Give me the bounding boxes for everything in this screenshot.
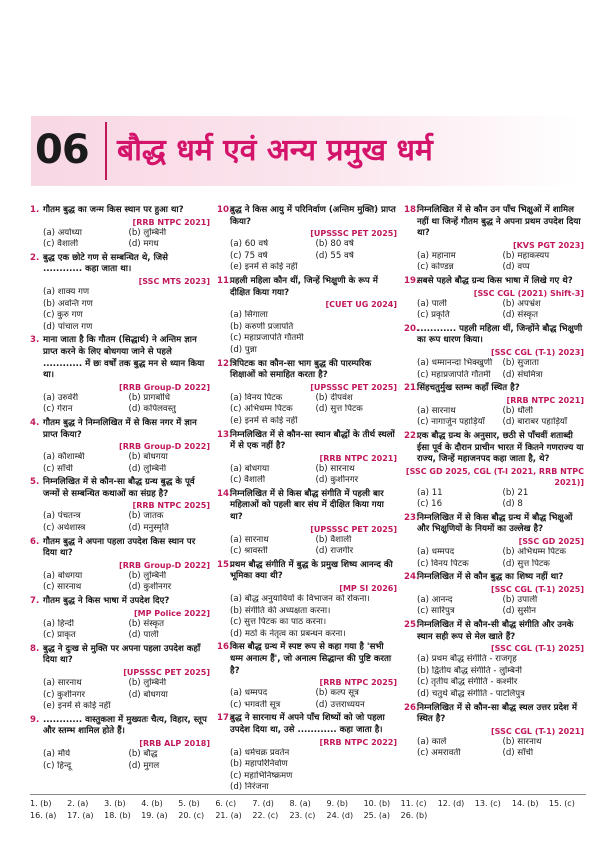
chapter-number: 06 [35,127,89,173]
answer-option: (d) संस्कृत [502,310,539,321]
answer-option: (b) अभिधम्म पिटक [502,547,566,558]
answer-option: (c) विनय पिटक [417,558,469,569]
answer-option: (b) अवन्ति गण [43,298,93,309]
answer-key-entry: 4. (b) [141,799,163,808]
answer-option: (b) अपभ्रंश [502,298,541,309]
answer-key [30,794,586,822]
question-text [404,324,584,347]
question-column-3 [404,205,584,762]
answer-option: (c) सारिपुत्र [417,606,455,617]
exam-source-tag: [RRB NTPC 2025] [319,678,397,688]
answer-key-entry: 10. (b) [363,799,391,808]
options-list [404,406,584,429]
options-list [30,393,210,416]
question-number: 12. [217,358,233,369]
question-stem: निम्नलिखित में से कौन-सी बौद्ध संगीति और उनके स्थान सही रूप से मेल खाते हैं? [417,620,574,642]
exam-source-tag: [RRB NTPC 2025] [132,501,210,511]
options-list [30,228,210,251]
answer-option: (c) नागार्जुन पहाड़ियाँ [417,417,485,428]
answer-key-entry: 8. (a) [289,799,311,808]
question-text [217,560,397,583]
question-text [404,572,584,584]
answer-option: (b) बोधगया [128,452,168,463]
answer-option: (a) मौर्य [43,748,71,759]
question-stem: निम्नलिखित में से कौन-सा बौद्ध स्थल उत्तर प्रदेश में स्थित है? [417,702,578,725]
options-list [217,748,397,794]
answer-option: (b) लुम्बिनी [128,678,167,688]
answer-option: (a) बोधगया [230,463,270,474]
exam-source-tag: [SSC MTS 2023] [138,276,210,286]
question-text [404,205,584,240]
answer-option: (b) 80 वर्ष [315,239,354,250]
answer-option: (e) इनमें से कोई नहीं [230,415,298,426]
options-list [217,393,397,428]
question-item [404,276,584,322]
question-stem: गौतम बुद्ध का जन्म किस स्थान पर हुआ था? [43,205,184,215]
answer-option: (d) बोधगया [128,689,168,700]
answer-key-entry: 12. (d) [437,799,465,808]
question-text [30,253,210,276]
question-number: 24. [404,572,420,583]
answer-option: (c) श्रावस्ती [230,546,268,557]
answer-option: (d) कुशीनगर [128,582,172,593]
answer-key-entry: 18. (b) [104,811,131,820]
answer-option: (d) बाराबर पहाड़ियाँ [502,417,568,428]
answer-option: (d) पुन्ना [230,344,257,355]
question-stem: गौतम बुद्ध ने अपना पहला उपदेश किस स्थान पर दिया था? [43,536,196,559]
exam-source-tag: [RRB NTPC 2021] [132,217,210,227]
exam-source-tag: [RRB Group-D 2022] [119,382,210,392]
question-item [404,383,584,429]
question-text [30,715,210,738]
question-item [404,572,584,618]
answer-key-entry: 6. (c) [215,799,237,808]
answer-option: (a) आनन्द [417,594,453,605]
answer-option: (d) वप्प [502,262,530,273]
question-text [404,383,584,395]
question-item [30,537,210,594]
question-text [217,276,397,299]
options-list [404,358,584,381]
question-stem: निम्नलिखित में से कौन-सा स्थान बौद्धों के तीर्थ स्थलों में से एक नहीं है? [230,429,395,452]
exam-source-tag: [RRB Group-D 2022] [119,442,210,452]
answer-option: (c) महाभिनिष्क्रमण [230,770,293,781]
answer-option: (d) लुम्बिनी [128,463,167,474]
question-item [30,253,210,334]
question-stem: किस बौद्ध ग्रन्थ में स्पष्ट रूप से कहा गया है 'सभी धम्म अनात्म हैं', जो अनात्म सिद्धान्त की पुष्टि करता है? [230,642,392,676]
options-list [217,594,397,640]
question-text [217,205,397,228]
answer-key-entry: 23. (c) [289,811,316,820]
question-number: 3. [30,335,40,346]
answer-key-entry: 5. (b) [178,799,200,808]
answer-option: (a) पाली [417,298,447,309]
answer-option: (c) अमरावती [417,748,461,759]
options-list [30,287,210,333]
answer-option: (d) 8 [502,499,523,510]
question-item [30,477,210,534]
answer-option: (d) राजगीर [315,546,354,557]
question-number: 9. [30,714,40,725]
answer-option: (a) कौशाम्बी [43,452,85,463]
answer-option: (c) सारनाथ [43,582,82,593]
answer-option: (a) हिन्दी [43,618,74,629]
exam-source-tag: [SSC GD 2025, CGL (T-I 2021, RRB NTPC 2021)] [405,466,584,487]
answer-key-entry: 1. (b) [30,799,52,808]
answer-option: (d) पांचाल गण [43,321,93,332]
question-stem: एक बौद्ध ग्रन्थ के अनुसार, छठी से पाँचवीं शताब्दी ईसा पूर्व के दौरान प्राचीन भारत में कितने गणराज्य या राज्य, जिन्हें महाजनपद कहा जाता है, थे? [417,430,584,465]
answer-option: (c) हिन्दू [43,760,72,771]
answer-option: (a) बोधगया [43,570,83,581]
question-item [217,276,397,357]
exam-source-tag: [UPSSSC PET 2025] [310,229,397,239]
question-item [30,596,210,642]
question-text [217,642,397,677]
answer-option: (b) करुणी प्रजापति [230,321,294,332]
chapter-divider [105,122,107,180]
exam-source-tag: [RRB NTPC 2022] [319,737,397,747]
answer-option: (c) प्रकृति [417,310,450,321]
answer-option: (b) प्रागबोधि [128,392,170,403]
question-text [30,644,210,667]
question-number: 6. [30,536,40,547]
exam-source-tag: [RRB NTPC 2021] [506,395,584,405]
answer-option: (e) इनमें से कोई नहीं [43,701,111,712]
answer-option: (d) निरंजना [230,782,269,793]
question-stem: त्रिपिटक का कौन-सा भाग बुद्ध की पारम्परिक शिक्षाओं को समाहित करता है? [230,358,372,381]
answer-option: (b) लुम्बिनी [128,227,167,238]
answer-option: (c) गेरान [43,404,73,415]
options-list [30,571,210,594]
answer-option: (a) 11 [417,487,443,498]
question-number: 20. [404,323,420,334]
question-number: 18. [404,205,420,215]
answer-key-entry: 13. (c) [474,799,501,808]
answer-option: (b) जातक [128,511,164,522]
question-text [30,596,210,608]
answer-option: (c) प्राकृत [43,630,76,641]
chapter-banner [31,116,581,186]
options-list [404,654,584,700]
question-item [404,513,584,570]
question-item [404,205,584,274]
answer-option: (a) अयोध्या [43,227,82,238]
question-item [30,205,210,251]
answer-option: (a) धर्मचक्र प्रवर्तन [230,747,290,758]
options-list [404,595,584,618]
question-item [404,703,584,760]
answer-key-entry: 3. (b) [104,799,126,808]
question-item [30,418,210,475]
answer-option: (b) सारनाथ [502,736,542,747]
question-item [217,205,397,274]
answer-option: (c) कोण्डन्न [417,262,454,273]
answer-option: (b) कल्प सूत्र [315,688,359,699]
exam-source-tag: [UPSSSC PET 2025] [310,524,397,534]
question-stem: बुद्ध एक छोटे गण से सम्बन्धित थे, जिसे ............ कहा जाता था। [43,252,168,275]
exam-source-tag: [CUET UG 2024] [325,300,397,310]
answer-option: (c) 75 वर्ष [230,250,268,261]
options-list [217,535,397,558]
question-column-1 [30,205,210,774]
question-item [217,430,397,487]
answer-key-entry: 14. (b) [511,799,539,808]
exam-source-tag: [SSC CGL (T-1) 2025] [491,644,584,654]
question-number: 10. [217,205,233,215]
answer-key-entry: 17. (a) [67,811,94,820]
question-text [217,430,397,453]
question-number: 25. [404,620,420,631]
question-item [217,359,397,428]
question-stem: सिंहचतुर्मुख स्तम्भ कहाँ स्थित है? [417,383,520,394]
question-stem: ............ पहली महिला थीं, जिन्होंने बौद्ध भिक्षुणी का रूप धारण किया। [417,323,583,346]
answer-key-entry: 16. (a) [30,811,57,820]
answer-option: (c) महाप्रजापति गौतमी [417,369,491,380]
question-stem: निम्नलिखित में से कौन उन पाँच भिक्षुओं में शामिल नहीं था जिन्हें गौतम बुद्ध ने अपना प्रथम उपदेश दिया था? [417,205,581,239]
exam-source-tag: [SSC CGL (2021) Shift-3] [473,288,584,298]
question-stem: बुद्ध ने दुःख से मुक्ति पर अपना पहला उपदेश कहाँ दिया था? [43,643,201,666]
question-stem: गौतम बुद्ध ने किस भाषा में उपदेश दिए? [43,596,170,607]
options-list [30,678,210,713]
answer-option: (a) विनय पिटक [230,392,283,403]
question-number: 14. [217,488,233,499]
answer-option: (d) मुगल [128,760,160,771]
question-stem: पहली महिला कौन थीं, जिन्हें भिक्षुणी के रूप में दीक्षित किया गया? [230,275,378,298]
question-stem: निम्नलिखित में से कौन बुद्ध का शिष्य नहीं था? [417,572,564,583]
answer-option: (b) धौली [502,405,533,416]
answer-option: (a) धम्मानन्दा भिक्खुणी [417,357,493,368]
question-item [404,324,584,381]
answer-option: (a) सिगाला [230,310,268,321]
answer-option: (c) वैशाली [43,239,79,250]
answer-option: (d) मगध [128,239,159,250]
question-number: 17. [217,713,233,724]
answer-option: (c) कुशीनगर [43,689,85,700]
answer-option: (b) द्वितीय बौद्ध संगीति - लुम्बिनी [417,665,522,676]
answer-option: (d) मठों के नेतृत्व का प्रबन्धन करना। [230,628,346,639]
exam-source-tag: [RRB Group-D 2022] [119,560,210,570]
question-item [217,489,397,558]
question-text [30,477,210,500]
answer-option: (c) 16 [417,499,443,510]
answer-option: (a) बौद्ध अनुयायियों के विभाजन को रोकना। [230,594,370,605]
chapter-title: बौद्ध धर्म एवं अन्य प्रमुख धर्म [117,133,433,168]
question-text [217,713,397,736]
answer-option: (b) सारनाथ [315,463,355,474]
answer-option: (b) लुम्बिनी [128,570,167,581]
question-text [404,703,584,726]
answer-option: (a) सारनाथ [230,534,269,545]
answer-option: (c) तृतीय बौद्ध संगीति - कश्मीर [417,677,518,688]
question-text [404,620,584,643]
answer-option: (b) संस्कृत [128,618,165,629]
question-stem: माना जाता है कि गौतम (सिद्धार्थ) ने अन्तिम ज्ञान प्राप्त करने के लिए बोधगया जाने से पहले ............ में छः वर्षों तक बुद्ध मन से ध्यान किया था। [43,335,205,381]
question-item [217,713,397,794]
answer-option: (d) पाली [128,630,159,641]
answer-option: (a) पंचतन्त्र [43,511,81,522]
exam-source-tag: [UPSSSC PET 2025] [310,382,397,392]
options-list [217,239,397,274]
options-list [30,619,210,642]
options-list [30,511,210,534]
answer-option: (d) साँची [502,748,534,759]
question-number: 2. [30,252,40,263]
answer-option: (c) महाप्रजापति गौतमी [230,333,304,344]
question-stem: गौतम बुद्ध ने निम्नलिखित में से किस नगर में ज्ञान प्राप्त किया? [43,417,197,440]
question-stem: निम्नलिखित में से कौन-सा बौद्ध ग्रन्थ बुद्ध के पूर्व जन्मों से सम्बन्धित कथाओं का संग्रह है? [43,477,195,499]
question-number: 16. [217,642,233,653]
answer-option: (b) वैशाली [315,534,352,545]
answer-option: (a) सारनाथ [417,405,456,416]
answer-key-entry: 26. (b) [400,811,428,820]
answer-option: (b) महाकस्यप [502,250,550,261]
answer-key-entry: 24. (d) [326,811,354,820]
answer-option: (d) सुत्त पिटक [315,404,363,415]
answer-option: (b) महापरिनिर्वाण [230,759,288,770]
answer-option: (a) धम्मपद [417,547,455,558]
question-text [30,205,210,217]
answer-option: (d) सुत्त पिटक [502,558,550,569]
question-text [217,359,397,382]
answer-key-divider [30,794,586,795]
options-list [404,488,584,511]
answer-option: (a) प्रथम बौद्ध संगीति - राजगृह [417,654,517,665]
answer-option: (b) बौद्ध [128,748,158,759]
question-number: 21. [404,383,420,394]
question-item [404,620,584,701]
question-stem: निम्नलिखित में से किस बौद्ध ग्रन्थ में बौद्ध भिक्षुओं और भिक्षुणियों के नियमों का उल्लेख है? [417,512,573,535]
question-item [404,431,584,511]
answer-option: (c) भगवती सूत्र [230,699,281,710]
question-number: 8. [30,643,40,654]
answer-option: (e) इनमें से कोई नहीं [230,262,298,273]
options-list [30,452,210,475]
answer-option: (d) कुशीनगर [315,475,359,486]
question-text [30,537,210,560]
answer-key-grid [30,798,586,822]
question-number: 4. [30,417,40,428]
answer-key-entry: 19. (a) [141,811,168,820]
question-stem: प्रथम बौद्ध संगीति में बुद्ध के प्रमुख शिष्य आनन्द की भूमिका क्या थी? [230,559,393,582]
question-column-2 [217,205,397,796]
answer-option: (c) कुरु गण [43,310,83,321]
question-item [217,560,397,641]
question-text [404,431,584,466]
question-number: 22. [404,430,420,441]
exam-source-tag: [MP Police 2022] [134,608,210,618]
question-number: 23. [404,512,420,523]
question-text [404,513,584,536]
answer-key-entry: 15. (c) [548,799,575,808]
question-stem: ............ वास्तुकला में मुख्यतः चैत्य, विहार, स्तूप और स्तम्भ शामिल होते हैं। [43,714,207,737]
answer-option: (d) 55 वर्ष [315,250,354,261]
answer-option: (a) 60 वर्ष [230,239,269,250]
question-number: 26. [404,702,420,713]
answer-key-entry: 7. (d) [252,799,274,808]
options-list [217,688,397,711]
options-list [30,749,210,772]
answer-option: (c) अभिधम्म पिटक [230,404,293,415]
exam-source-tag: [MP SI 2026] [339,584,397,594]
question-number: 13. [217,429,233,440]
answer-option: (a) सारनाथ [43,678,82,688]
exam-source-tag: [SSC CGL (T-1) 2023] [491,347,584,357]
answer-option: (b) संगीति की अध्यक्षता करना। [230,605,331,616]
options-list [217,464,397,487]
answer-option: (c) अर्थशास्त्र [43,523,86,534]
answer-key-entry: 25. (a) [363,811,391,820]
answer-key-entry: 2. (a) [67,799,89,808]
answer-option: (c) सुत्त पिटक का पाठ करना। [230,617,327,628]
answer-option: (a) कार्ले [417,736,447,747]
options-list [404,547,584,570]
answer-option: (b) दीपवंश [315,392,353,403]
exam-source-tag: [SSC CGL (T-1) 2025] [491,584,584,594]
options-list [404,299,584,322]
answer-option: (a) शाक्य गण [43,286,90,297]
options-list [404,251,584,274]
question-item [30,335,210,416]
answer-option: (d) मनुस्मृति [128,523,169,534]
answer-key-entry: 11. (c) [400,799,427,808]
exam-source-tag: [RRB ALP 2018] [139,738,210,748]
answer-option: (b) 21 [502,487,529,498]
question-number: 19. [404,275,420,286]
answer-key-entry: 9. (b) [326,799,349,808]
answer-option: (d) संघमित्रा [502,369,543,380]
answer-key-entry: 20. (c) [178,811,205,820]
answer-key-entry: 22. (c) [252,811,279,820]
question-number: 1. [30,205,40,215]
exam-source-tag: [SSC GD 2025] [518,537,584,547]
question-text [30,418,210,441]
question-stem: बुद्ध ने किस आयु में परिनिर्वाण (अन्तिम मुक्ति) प्राप्त किया? [230,205,396,227]
question-number: 7. [30,596,40,607]
answer-key-entry: 21. (a) [215,811,242,820]
answer-option: (d) सुसीन [502,606,537,617]
exam-source-tag: [RRB NTPC 2021] [319,453,397,463]
answer-option: (d) उत्तराध्ययन [315,699,365,710]
question-text [217,489,397,524]
answer-option: (a) महानाम [417,250,456,261]
question-item [217,642,397,711]
answer-option: (b) उपाली [502,594,538,605]
question-stem: निम्नलिखित में से किस बौद्ध संगीति में पहली बार महिलाओं को पहली बार संघ में दीक्षित किया गया था? [230,488,384,523]
answer-option: (b) सुजाता [502,357,539,368]
options-list [217,310,397,356]
exam-source-tag: [KVS PGT 2023] [512,240,584,250]
question-text [30,335,210,381]
answer-option: (a) धम्मपद [230,688,268,699]
question-number: 5. [30,477,40,488]
question-item [30,644,210,713]
question-number: 15. [217,559,233,570]
exam-source-tag: [UPSSSC PET 2025] [123,668,210,677]
question-item [30,715,210,772]
answer-option: (d) चतुर्थ बौद्ध संगीति - पाटलिपुत्र [417,689,525,699]
question-stem: सबसे पहले बौद्ध ग्रन्थ किस भाषा में लिखे गए थे? [417,275,573,286]
question-number: 11. [217,275,233,286]
exam-source-tag: [SSC CGL (T-1) 2021] [491,726,584,736]
answer-option: (c) साँची [43,463,73,474]
answer-option: (d) कपिलवस्तु [128,404,176,415]
answer-option: (a) उरुवेरी [43,392,79,403]
question-stem: बुद्ध ने सारनाथ में अपने पाँच शिष्यों को जो पहला उपदेश दिया था, उसे ............ कहा जाता है। [230,713,385,735]
options-list [404,737,584,760]
answer-option: (c) वैशाली [230,475,266,486]
question-text [404,276,584,288]
